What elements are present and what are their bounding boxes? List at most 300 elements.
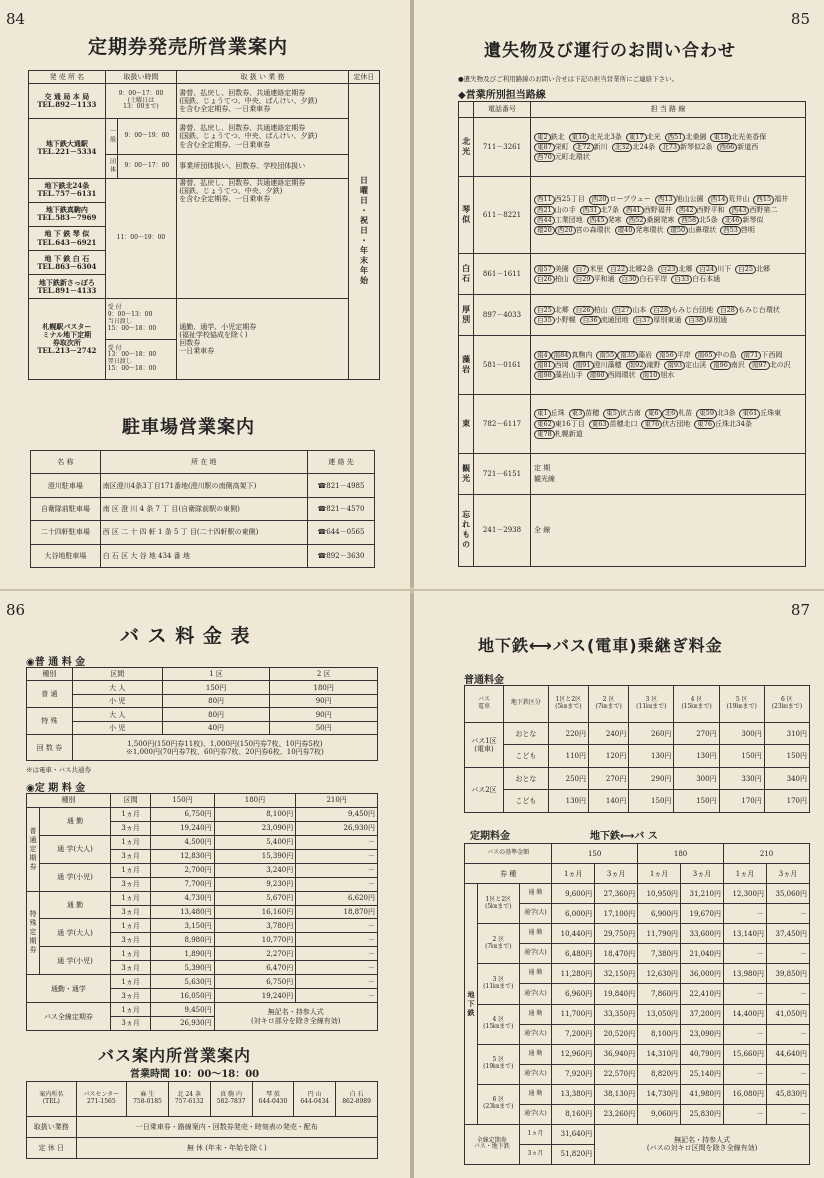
table-row	[27, 947, 378, 961]
fare-value: 36,000円	[681, 964, 724, 984]
table-row	[31, 521, 375, 544]
route-number: 西20	[555, 226, 576, 235]
fare-value: 19,240円	[151, 821, 214, 835]
fare-value: 22,410円	[681, 984, 724, 1004]
route-list	[531, 453, 806, 494]
route-number: 西51	[665, 133, 686, 142]
pass-type: 通 勤	[519, 1044, 552, 1064]
fare-value: 220円	[548, 722, 588, 745]
table-header	[29, 71, 380, 84]
route-entry	[685, 315, 727, 325]
route-number: 東76	[694, 420, 715, 429]
route-name: もみじ台環状	[737, 305, 780, 314]
route-number: 南98	[534, 371, 555, 380]
fare-value: －	[766, 1024, 809, 1044]
fare-value: －	[296, 947, 378, 961]
route-name: 北郷	[678, 264, 693, 273]
route-number: 白25	[735, 265, 756, 274]
route-entry	[603, 408, 641, 418]
route-number: 白29	[573, 275, 594, 284]
route-number: 白23	[658, 265, 679, 274]
office-name: 札幌駅バスター ミナル地下定期 券取次所	[42, 322, 92, 348]
fare-value: 140円	[588, 790, 628, 813]
table-cell: 書替、払戻し、回数券、共通連絡定期券 (国鉄、じょうてつ、中央、ばんけい、夕鉄) を含む全定期券、一日乗車券	[177, 119, 349, 154]
route-name: 下西岡	[761, 350, 783, 359]
parking-table	[30, 450, 375, 568]
all-line-note: 無記名・持参人式 (対キロ部分を除き全線有効)	[214, 1003, 377, 1031]
route-entry	[641, 419, 690, 429]
route-number: 西31	[580, 206, 601, 215]
fare-value: 110円	[548, 745, 588, 768]
route-name: ロープウェー	[609, 195, 651, 204]
route-name: 柏山	[593, 305, 608, 314]
parking-tel: ☎821－4985	[307, 474, 374, 497]
office-row	[459, 453, 806, 494]
pass-type: 通 学(大人)	[40, 919, 111, 947]
column-header: 150円	[151, 794, 214, 808]
route-number: 環80	[587, 371, 608, 380]
period: 1ヵ月	[110, 891, 151, 905]
route-name: 西野第二	[749, 205, 778, 214]
table-cell: 受 付 13：00～18：00 翌日渡し 15：00～18：00	[105, 339, 177, 379]
route-entry	[739, 408, 781, 418]
route-entry	[717, 142, 759, 152]
route-entry	[573, 305, 608, 315]
fare-value: 270円	[588, 767, 628, 790]
pass-type: 通 学(小児)	[40, 947, 111, 975]
route-number: 南81	[534, 361, 555, 370]
fare-value: 150円	[629, 790, 674, 813]
column-header: 電話番号	[474, 102, 531, 118]
route-entry	[612, 305, 647, 315]
route-name: 北7条	[600, 205, 620, 214]
route-name: 宮の森環状	[575, 225, 611, 234]
fare-value: 14,400円	[724, 1004, 767, 1024]
office-name: 白石	[459, 253, 474, 294]
table-row	[31, 474, 375, 497]
route-name: 西野平和	[696, 205, 725, 214]
column-header: バスの基準金額	[465, 844, 552, 864]
table-cell: 書替、払戻し、回数券、共通連絡定期券 (国鉄、じょうてつ、中央、夕鉄) を含む全定期券、一日乗車券	[177, 178, 349, 299]
info-title: バス案内所営業案内	[98, 1046, 252, 1065]
fare-value: 37,450円	[766, 924, 809, 944]
route-entry	[659, 142, 712, 152]
page-84	[0, 0, 410, 589]
column-header: 1区と2区 (5㎞まで)	[548, 686, 588, 723]
fare-type: 普 通	[27, 681, 73, 708]
route-number: 西43	[729, 206, 750, 215]
route-name: 北5条	[699, 215, 718, 224]
route-number: 北46	[722, 216, 743, 225]
route-number: 白26	[534, 275, 555, 284]
column-header: 180円	[214, 794, 296, 808]
fare-value: 7,700円	[151, 877, 214, 891]
route-name: 白石平岸	[639, 274, 668, 283]
route-name: 山鼻環状	[688, 225, 717, 234]
commuter-fare-subheading: 地下鉄⟷バ ス	[590, 831, 658, 842]
fare-value: 4,730円	[151, 891, 214, 905]
fare-value: 7,920円	[552, 1064, 595, 1084]
pass-type: 通 勤	[519, 1004, 552, 1024]
route-number: 白36	[580, 316, 601, 325]
route-entry	[665, 132, 707, 142]
route-entry	[656, 350, 691, 360]
period: 1ヵ月	[110, 919, 151, 933]
fare-value: 130円	[548, 790, 588, 813]
route-entry	[722, 215, 764, 225]
route-number: 白28	[717, 306, 738, 315]
table-header	[27, 668, 378, 681]
fare-value: 80円	[162, 694, 270, 707]
route-entry	[589, 419, 638, 429]
route-entry	[534, 152, 590, 162]
route-name: 旭山公園	[675, 195, 704, 204]
fare-value: 120円	[588, 745, 628, 768]
route-name: 荒井山	[728, 195, 750, 204]
page-85	[414, 0, 824, 589]
route-name: 西岡環状	[607, 370, 636, 379]
route-name: 平和通	[593, 274, 615, 283]
route-entry	[655, 194, 704, 204]
office-tel: 581－0161	[474, 335, 531, 394]
route-entry	[534, 419, 585, 429]
route-number: 南96	[710, 361, 731, 370]
bus-zone: バス1区 (電車)	[465, 722, 504, 767]
fare-value: 5,400円	[214, 835, 296, 849]
subway-zone: 1区と2区 (5㎞まで)	[478, 884, 520, 924]
ordinary-fare-heading: ◉普 通 料 金	[26, 657, 86, 668]
route-entry	[534, 305, 569, 315]
pass-category: バス全線定期券	[27, 1003, 111, 1031]
route-entry	[694, 419, 752, 429]
route-entry	[717, 305, 780, 315]
fare-value: 12,300円	[724, 884, 767, 904]
fare-value: 25,140円	[681, 1064, 724, 1084]
route-number: 南35	[617, 351, 638, 360]
fare-value: 150円	[719, 745, 764, 768]
fare-value: 11,700円	[552, 1004, 595, 1024]
fare-value: 150円	[764, 745, 809, 768]
fare-value: 330円	[719, 767, 764, 790]
route-name: 山本	[632, 305, 647, 314]
fare-value: 170円	[719, 790, 764, 813]
route-entry	[596, 350, 652, 360]
fare-value: 2,700円	[151, 863, 214, 877]
table-row	[29, 178, 380, 202]
route-name: 白石本通	[692, 274, 721, 283]
table-row	[27, 1116, 378, 1137]
pass-category: 特殊定期券	[27, 891, 40, 975]
fare-value: 150円	[674, 790, 719, 813]
fare-value: －	[766, 984, 809, 1004]
pass-type: 通 勤	[40, 807, 111, 835]
fare-value: 8,100円	[638, 1024, 681, 1044]
fare-value: 17,100円	[595, 904, 638, 924]
route-entry	[671, 274, 720, 284]
passenger-type: おとな	[503, 767, 548, 790]
table-cell: 9：00～17：00	[117, 154, 177, 178]
fare-value: 3,150円	[151, 919, 214, 933]
info-office: 円 山 644-0434	[294, 1082, 336, 1117]
coupon-label: 回 数 券	[27, 735, 73, 761]
all-line-label: 全線定期券 バス・地下鉄	[465, 1124, 520, 1164]
fare-value: 50円	[270, 721, 378, 734]
fare-value: 26,930円	[151, 1017, 214, 1031]
table-header	[465, 844, 810, 864]
fare-value: 3,240円	[214, 863, 296, 877]
page-title: 定期券発売所営業案内	[88, 36, 289, 58]
route-number: 西70	[534, 153, 555, 162]
page-86	[0, 591, 410, 1178]
route-list	[531, 294, 806, 335]
route-number: 東18	[710, 133, 731, 142]
fare-value: 41,980円	[681, 1084, 724, 1104]
commuter-fare-table	[26, 793, 378, 1031]
fare-value: －	[296, 863, 378, 877]
fare-value: －	[724, 904, 767, 924]
pass-category: 通勤・通学	[27, 975, 111, 1003]
fare-value: 40,790円	[681, 1044, 724, 1064]
parking-address: 西 区 二 十 四 軒 1 条 5 丁 目(二十四軒駅の東側)	[100, 521, 307, 544]
column-header: 3ヵ月	[595, 864, 638, 884]
fare-value: 12,960円	[552, 1044, 595, 1064]
corner-label: バス 電車	[465, 686, 504, 723]
period: 3ヵ月	[110, 849, 151, 863]
route-entry	[534, 429, 583, 439]
route-number: 白35	[534, 316, 555, 325]
fare-value: 19,840円	[595, 984, 638, 1004]
fare-value: 19,240円	[214, 989, 296, 1003]
table-row	[29, 299, 380, 339]
route-name: 栄町	[554, 142, 569, 151]
fare-value: 6,750円	[214, 975, 296, 989]
route-name: 北24条	[632, 142, 656, 151]
route-number: 南10	[640, 371, 661, 380]
route-name: 北の沢	[769, 360, 791, 369]
route-entry	[534, 360, 569, 370]
route-name: 鉄北	[550, 132, 565, 141]
table-row	[27, 807, 378, 821]
route-number: 白33	[671, 275, 692, 284]
table-cell: 通勤、通学、小児定期券 (福祉学校協成を除く) 回数券 一日乗車券	[177, 299, 349, 380]
fare-value: 10,440円	[552, 924, 595, 944]
period: 1ヵ月	[110, 863, 151, 877]
fare-value: 290円	[629, 767, 674, 790]
column-header: 取 扱 い 業 務	[177, 71, 349, 84]
route-entry	[569, 408, 600, 418]
fare-value: 44,640円	[766, 1044, 809, 1064]
passenger-type: こども	[503, 745, 548, 768]
route-number: 北72	[573, 143, 594, 152]
fare-value: 23,090円	[681, 1024, 724, 1044]
fare-value: 1,890円	[151, 947, 214, 961]
pass-type: 通学(大)	[519, 904, 552, 924]
fare-value: 20,520円	[595, 1024, 638, 1044]
subway-zone: 2 区 (7㎞まで)	[478, 924, 520, 964]
office-name: 地下鉄新さっぽろ	[38, 277, 95, 287]
route-name: 丘珠北34条	[715, 419, 752, 428]
route-entry	[569, 132, 622, 142]
fare-value: 45,830円	[766, 1084, 809, 1104]
route-name: 南沢	[730, 360, 745, 369]
route-name: 平岸	[676, 350, 691, 359]
table-row	[27, 975, 378, 989]
fare-value: 32,150円	[595, 964, 638, 984]
info-office: 真 駒 内 582-7837	[210, 1082, 252, 1117]
fare-value: 13,480円	[151, 905, 214, 919]
route-name: 北光美香保	[731, 132, 767, 141]
fare-value: 23,260円	[595, 1104, 638, 1124]
fare-value: －	[724, 1064, 767, 1084]
route-number: 東59	[696, 409, 717, 418]
table-cell: 受 付 9：00～13：00 当日渡し 15：00～18：00	[105, 299, 177, 339]
fare-value: 310円	[764, 722, 809, 745]
fare-value: 9,600円	[552, 884, 595, 904]
column-header: 4 区 (15㎞まで)	[674, 686, 719, 723]
table-row	[465, 964, 810, 984]
route-entry	[612, 142, 656, 152]
table-cell	[29, 275, 106, 299]
office-name: 地 下 鉄 白 石	[44, 253, 90, 263]
passenger-type: おとな	[503, 722, 548, 745]
route-number: 西53	[720, 226, 741, 235]
route-number: 北32	[612, 143, 633, 152]
office-name: 観光	[459, 453, 474, 494]
fare-value: 8,160円	[552, 1104, 595, 1124]
route-entry	[534, 132, 565, 142]
pass-type: 通学(大)	[519, 1104, 552, 1124]
table-row	[29, 119, 380, 154]
fare-value: 11,280円	[552, 964, 595, 984]
office-name: 交 通 局 本 局	[44, 91, 90, 101]
fare-value: 6,750円	[151, 807, 214, 821]
route-number: 西21	[534, 206, 555, 215]
route-entry	[573, 142, 608, 152]
route-name: 新川	[593, 142, 608, 151]
route-number: 西13	[655, 195, 676, 204]
fare-value: 9,060円	[638, 1104, 681, 1124]
parking-tel: ☎892－3630	[307, 544, 374, 567]
parking-tel: ☎644－0565	[307, 521, 374, 544]
office-tel: 782－6117	[474, 394, 531, 453]
fare-value: 12,830円	[151, 849, 214, 863]
pass-type: 通 勤	[519, 964, 552, 984]
fare-value: －	[296, 877, 378, 891]
route-entry	[534, 370, 583, 380]
column-header: 種別	[27, 668, 73, 681]
route-number: 西15	[753, 195, 774, 204]
table-cell: 9：00～19：00	[117, 119, 177, 154]
table-row	[465, 767, 810, 790]
route-number: 西20	[589, 195, 610, 204]
route-number: 白37	[633, 316, 654, 325]
office-row	[459, 394, 806, 453]
route-entry	[626, 132, 661, 142]
route-list	[531, 117, 806, 176]
route-name: 苗穂北口	[609, 419, 638, 428]
table-cell: 一般	[105, 119, 117, 154]
fare-value: 10,770円	[214, 933, 296, 947]
route-entry	[749, 360, 791, 370]
holiday-cell: 日曜日・祝日・年末年始	[348, 83, 379, 379]
fare-value: 80円	[162, 708, 270, 721]
office-name: 北光	[459, 117, 474, 176]
fare-value: －	[296, 933, 378, 947]
fare-value: 170円	[764, 790, 809, 813]
fare-value: 29,750円	[595, 924, 638, 944]
office-tel: 241－2938	[474, 494, 531, 566]
route-name: 福井	[774, 195, 789, 204]
table-row	[465, 790, 810, 813]
route-number: 白30	[619, 275, 640, 284]
table-row	[465, 884, 810, 904]
route-entry	[710, 132, 766, 142]
route-number: 東2	[534, 133, 551, 142]
route-name: 西野福井	[643, 205, 672, 214]
parking-name: 自衛隊前駐車場	[31, 497, 101, 520]
table-header	[27, 794, 378, 808]
fare-value: 21,040円	[681, 944, 724, 964]
column-header: 取扱い時間	[105, 71, 177, 84]
pass-type: 通学(大)	[519, 984, 552, 1004]
fare-value: －	[766, 1104, 809, 1124]
page-number: 84	[6, 10, 26, 28]
office-tel: TEL.863－6304	[37, 261, 97, 271]
table-row	[27, 1137, 378, 1158]
fare-value: 26,930円	[296, 821, 378, 835]
fare-value: 300円	[719, 722, 764, 745]
route-entry	[615, 225, 664, 235]
section-heading: ◆営業所別担当路線	[458, 90, 546, 101]
period: 1ヵ月	[110, 947, 151, 961]
route-number: 南56	[656, 351, 677, 360]
office-tel: 861－1611	[474, 253, 531, 294]
parking-address: 南 区 澄 川 4 条 7 丁 目(自衛隊前駅の東側)	[100, 497, 307, 520]
column-header: 定休日	[348, 71, 379, 84]
table-row	[29, 83, 380, 118]
route-name: 旭水	[660, 370, 675, 379]
fare-value: －	[296, 835, 378, 849]
office-tel: 721－6151	[474, 453, 531, 494]
route-name: 流通団地	[600, 315, 629, 324]
intro-note: ●遺失物及びご利用路線のお問い合せは下記の担当営業所にご連絡下さい。	[458, 75, 679, 83]
route-name: 新道西	[737, 142, 759, 151]
page-number: 86	[6, 601, 26, 619]
route-name: 米里	[589, 264, 604, 273]
fare-value: 5,390円	[151, 961, 214, 975]
route-entry	[534, 408, 565, 418]
period: 3ヵ月	[110, 933, 151, 947]
fare-value: 8,980円	[151, 933, 214, 947]
period: 3ヵ月	[110, 1017, 151, 1031]
route-entry	[607, 264, 653, 274]
column-header: 210	[724, 844, 810, 864]
passenger-type: 小 児	[72, 694, 162, 707]
fare-value: 14,310円	[638, 1044, 681, 1064]
column-header: 連 絡 先	[307, 451, 374, 474]
fare-value: 8,820円	[638, 1064, 681, 1084]
fare-value: 36,940円	[595, 1044, 638, 1064]
route-number: 南97	[749, 361, 770, 370]
route-number: 東62	[534, 420, 555, 429]
route-name: 発寒環状	[635, 225, 664, 234]
period: 1ヵ月	[519, 1124, 552, 1144]
page-87	[414, 591, 824, 1178]
route-number: 環20	[534, 226, 555, 235]
fare-value: 6,900円	[638, 904, 681, 924]
fare-value: 13,380円	[552, 1084, 595, 1104]
route-list	[531, 394, 806, 453]
